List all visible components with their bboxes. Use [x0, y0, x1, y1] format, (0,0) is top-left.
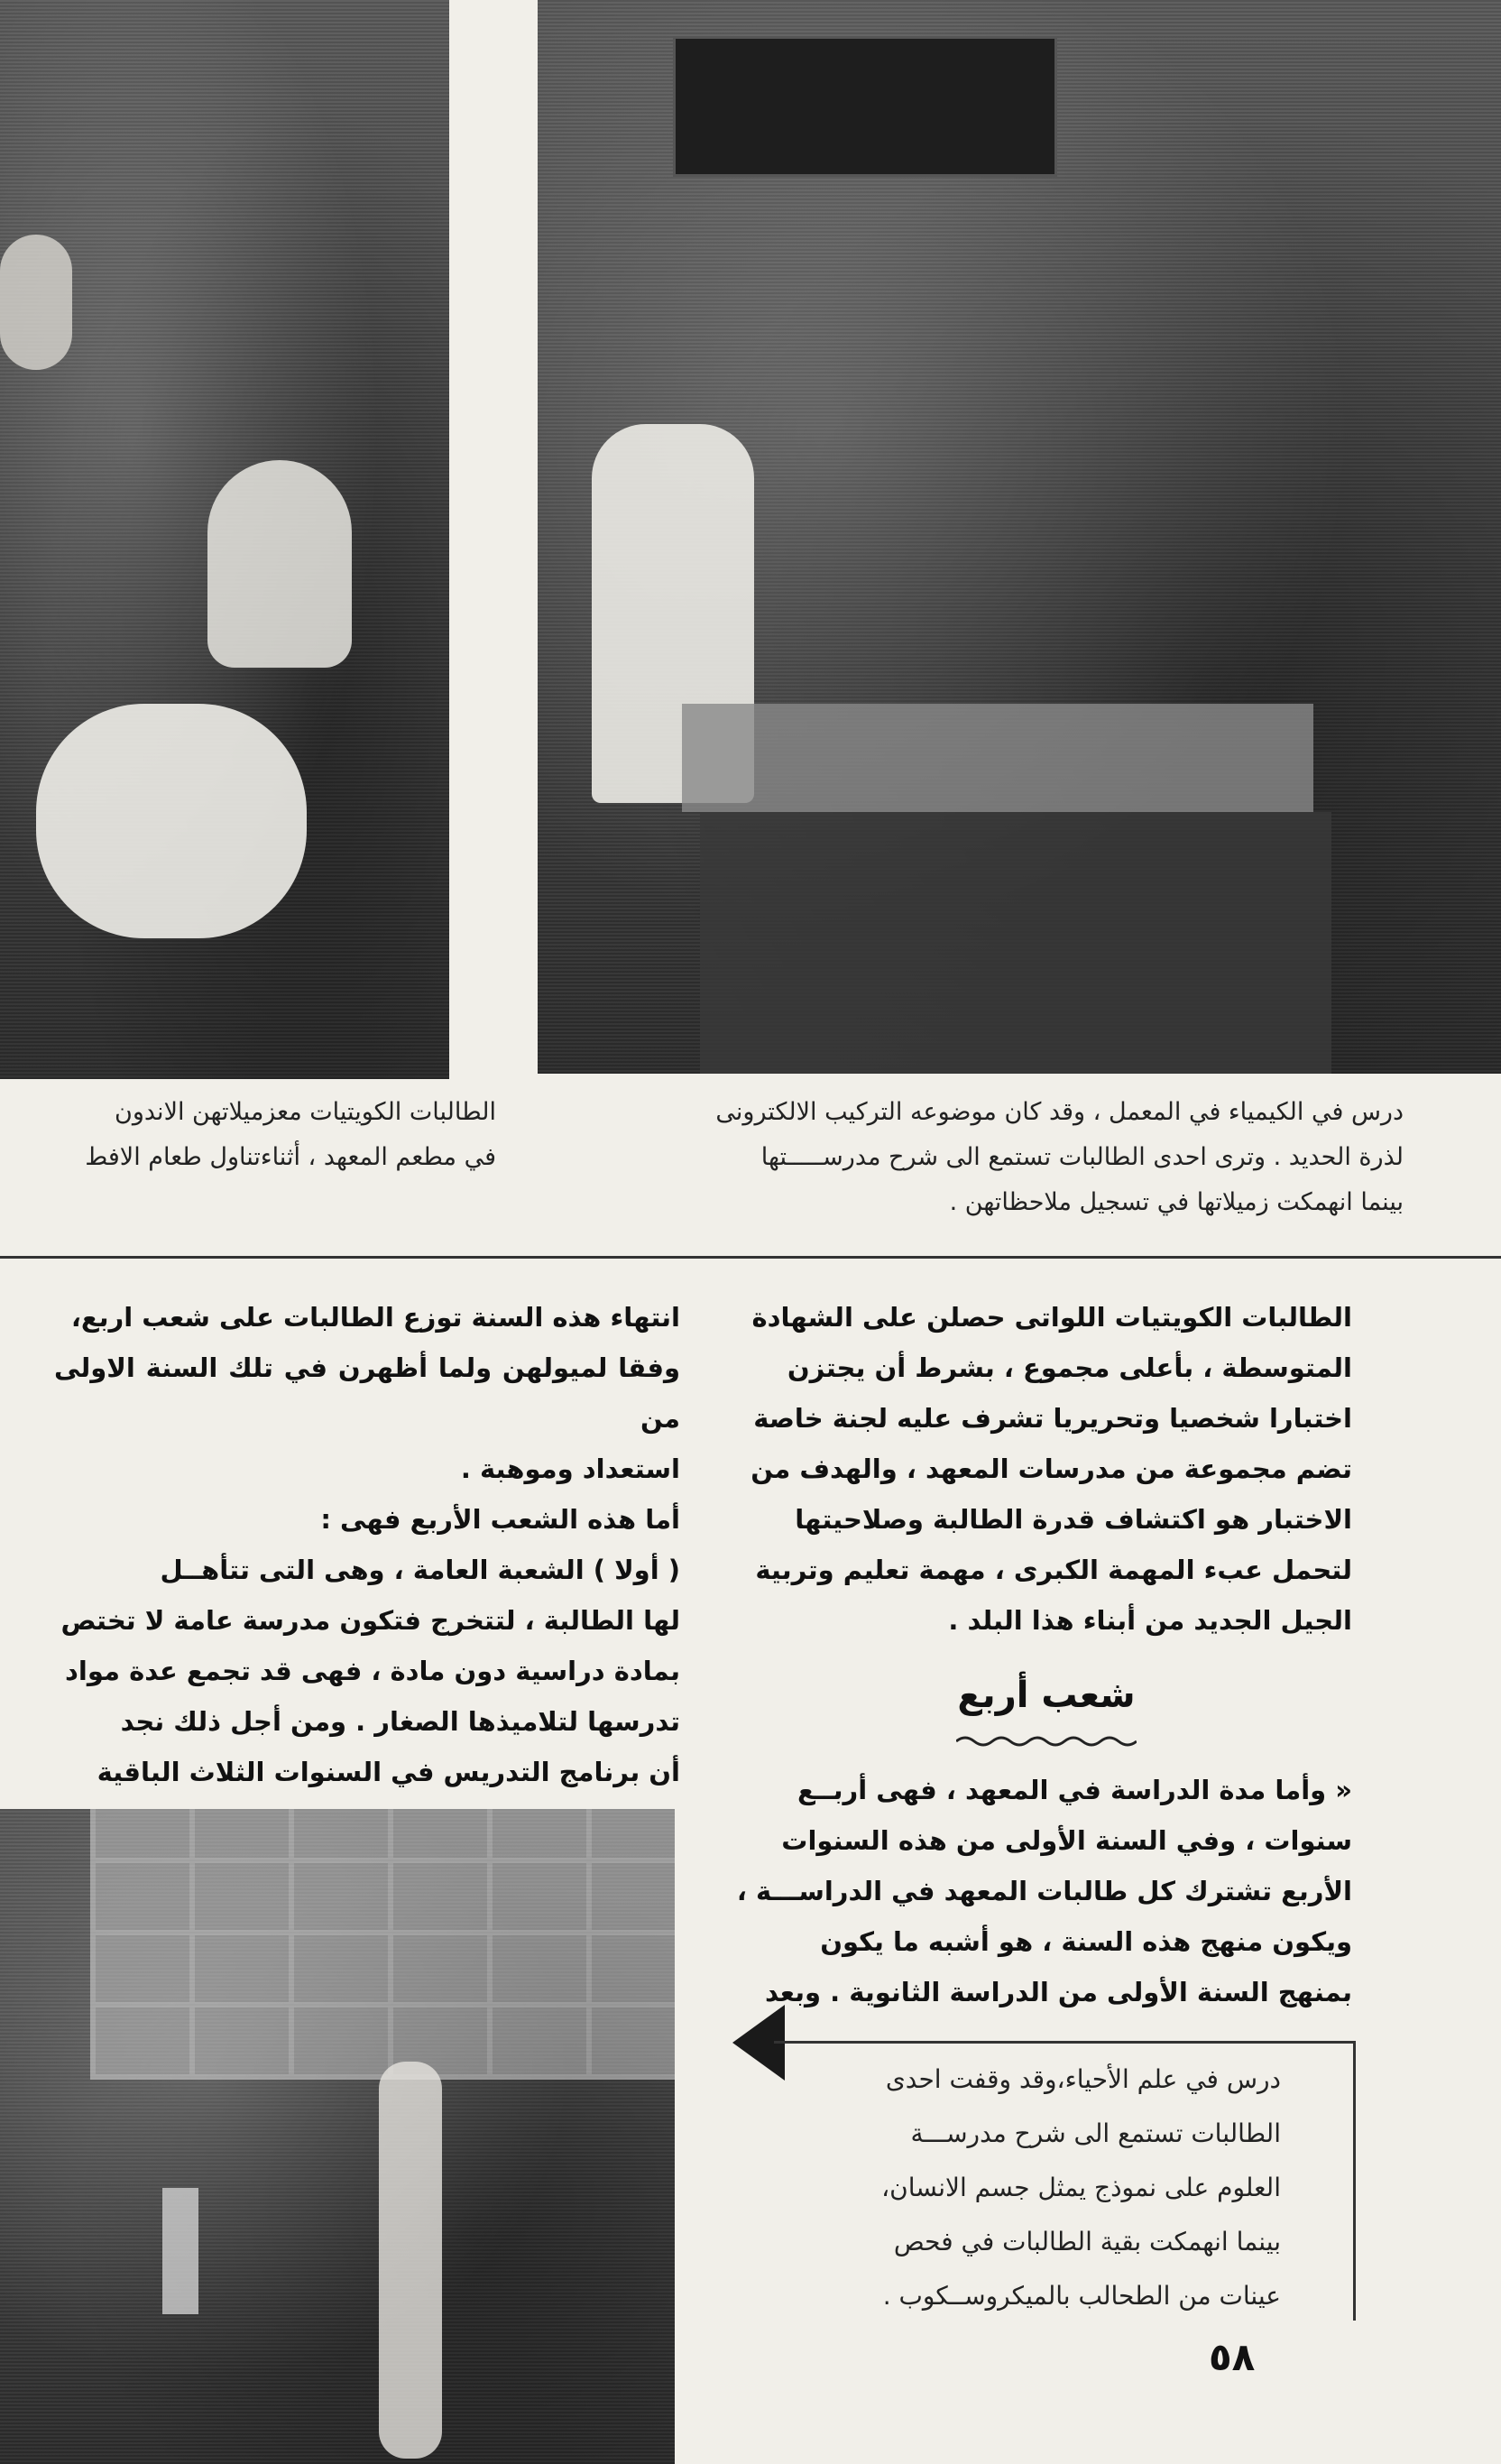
photo-lab-cabinet	[700, 812, 1331, 1074]
photo-window-grid	[90, 1809, 675, 2080]
photo-divider	[449, 0, 453, 1079]
photo-skeleton-model	[379, 2062, 442, 2459]
article-right-para2: « وأما مدة الدراسة في المعهد ، فهى أربــع سنوات ، وفي السنة الأولى من هذه السنوات الأربع تشترك كل طالبات المعهد في الدراســـة ، ويكون منهج هذه السنة ، هو أشبه ما يكون بمنهج السنة الأولى من الدراسة الثانوية . وبعد	[736, 1775, 1352, 2007]
photo-figure-left	[0, 235, 72, 370]
article-right-para1: الطالبات الكويتيات اللواتى حصلن على الشهادة المتوسطة ، بأعلى مجموع ، بشرط أن يجتزن اختبارا شخصيا وتحريريا تشرف عليه لجنة خاصة تضم مجموعة من مدرسات المعهد ، والهدف من الاختبار هو اكتشاف قدرة الطالبة وصلاحيتها لتحمل عبء المهمة الكبرى ، مهمة تعليم وتربية الجيل الجديد من أبناء هذا البلد .	[750, 1302, 1352, 1636]
heading-underline-wave	[956, 1734, 1137, 1749]
caption-biology: درس في علم الأحياء،وقد وقفت احدى الطالبات تستمع الى شرح مدرســـة العلوم على نموذج يمثل جسم الانسان، بينما انهمكت بقية الطالبات في فحص عينات من الطحالب بالميكروســكوب .	[881, 2064, 1281, 2311]
photo-figure-scarf	[207, 460, 352, 668]
caption-box-top-line	[774, 2041, 1356, 2044]
photo-cafeteria	[0, 0, 449, 1079]
photo-lab-bench	[682, 704, 1313, 812]
caption-cafeteria: الطالبات الكويتيات معزميلاتهن الاندون في مطعم المعهد ، أثناءتناول طعام الافط	[85, 1098, 496, 1171]
section-divider-line	[0, 1256, 1501, 1259]
article-left-column: انتهاء هذه السنة توزع الطالبات على شعب اربع، وفقا لميولهن ولما أظهرن في تلك السنة الاولى من استعداد وموهبة . أما هذه الشعب الأربع فهى : ( أولا ) الشعبة العامة ، وهى التى تتأهــل لها الطالبة ، لتتخرج فتكون مدرسة عامة لا تختص بمادة دراسية دون مادة ، فهى قد تجمع عدة مواد تدرسها لتلاميذها الصغار . ومن أجل ذلك نجد أن برنامج التدريس في السنوات الثلاث الباقية	[54, 1302, 680, 1787]
photo-figure-white	[36, 704, 307, 938]
photo-blackboard	[673, 36, 1057, 177]
page-number: ٥٨	[1209, 2335, 1256, 2379]
photo-biology-class	[0, 1809, 675, 2464]
photo-microscope	[162, 2188, 198, 2314]
section-heading-four-branches: شعب أربع	[957, 1675, 1136, 1716]
photo-chemistry-lab	[538, 0, 1501, 1074]
caption-chemistry: درس في الكيمياء في المعمل ، وقد كان موضوعه التركيب الالكترونى لذرة الحديد . وترى احدى الطالبات تستمع الى شرح مدرســـــتها بينما انهمكت زميلاتها في تسجيل ملاحظاتهن .	[715, 1098, 1404, 1216]
caption-box-right-line	[1353, 2041, 1356, 2321]
